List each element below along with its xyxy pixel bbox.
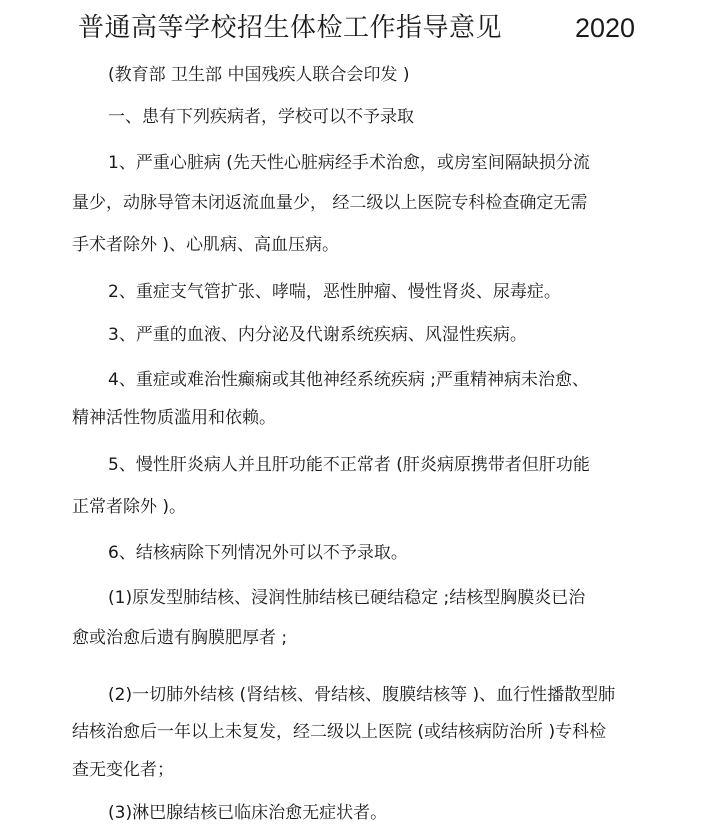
sub-item-1-line-1: (1)原发型肺结核、浸润性肺结核已硬结稳定 ;结核型胸膜炎已治: [108, 588, 586, 608]
sub-item-3: (3)淋巴腺结核已临床治愈无症状者。: [108, 803, 388, 823]
document-year: 2020: [575, 13, 636, 43]
item-2: 2、重症支气管扩张、哮喘，恶性肿瘤、慢性肾炎、尿毒症。: [108, 282, 561, 302]
item-4-line-2: 精神活性物质滥用和依赖。: [72, 408, 276, 428]
item-1-line-1: 1、严重心脏病 (先天性心脏病经手术治愈，或房室间隔缺损分流: [108, 153, 590, 173]
document-title: 普通高等学校招生体检工作指导意见: [78, 13, 503, 43]
sub-item-2-line-2: 结核治愈后一年以上未复发，经二级以上医院 (或结核病防治所 )专科检: [72, 722, 607, 742]
sub-item-1-line-2: 愈或治愈后遗有胸膜肥厚者 ;: [72, 628, 288, 648]
item-4-line-1: 4、重症或难治性癫痫或其他神经系统疾病 ;严重精神病未治愈、: [108, 370, 589, 390]
item-5-line-2: 正常者除外 )。: [72, 497, 187, 517]
issuer-line: (教育部 卫生部 中国残疾人联合会印发 ): [108, 65, 410, 85]
sub-item-2-line-3: 查无变化者；: [72, 760, 174, 780]
item-5-line-1: 5、慢性肝炎病人并且肝功能不正常者 (肝炎病原携带者但肝功能: [108, 455, 590, 475]
sub-item-2-line-1: (2)一切肺外结核 (肾结核、骨结核、腹膜结核等 )、血行性播散型肺: [108, 685, 616, 705]
item-3: 3、严重的血液、内分泌及代谢系统疾病、风湿性疾病。: [108, 325, 527, 345]
item-6: 6、结核病除下列情况外可以不予录取。: [108, 543, 408, 563]
section-heading: 一、患有下列疾病者，学校可以不予录取: [108, 107, 414, 127]
item-1-line-3: 手术者除外 )、心肌病、高血压病。: [72, 235, 340, 255]
item-1-line-2: 量少，动脉导管未闭返流血量少， 经二级以上医院专科检查确定无需: [72, 193, 588, 213]
